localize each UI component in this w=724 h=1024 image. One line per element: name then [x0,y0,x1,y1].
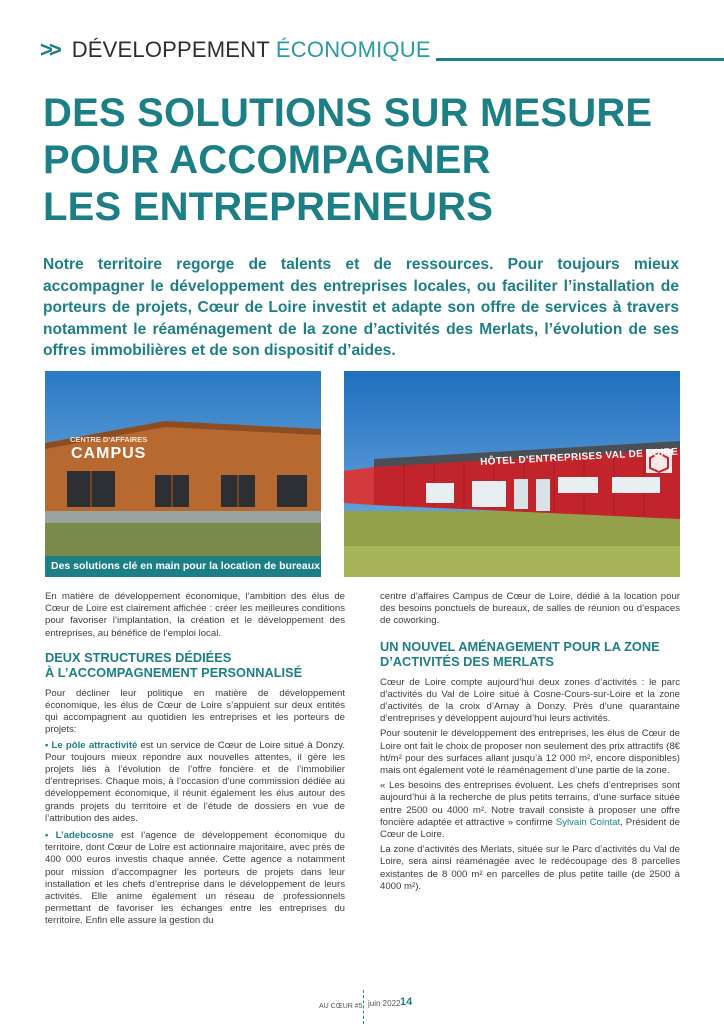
campus-sign-line1: CENTRE D'AFFAIRES [70,435,148,444]
paragraph: Pour soutenir le développement des entreprises, les élus de Cœur de Loire ont fait le choix de proposer non seulement des prix attractifs (8€ ht/m² pour des surfaces allant jusqu’à 12 000 m², encore disponibles) mais ont également voté le réaménagement d’une partie de la zone. [380,728,680,777]
intro-paragraph: En matière de développement économique, l’ambition des élus de Cœur de Loire est clairement affichée : créer les meilleures conditions pour favoriser l’implantation, la création et le développement des entreprises, au bénéfice de l’emploi local. [45,591,345,639]
lead-paragraph: Notre territoire regorge de talents et de ressources. Pour toujours mieux accompagner le développement des entreprises locales, ou faciliter l’installation de porteurs de projets, Cœur de Loire investit et adapte son offre de services à travers notamment le réaménagement de la zone d’activités des Merlats, l’évolution de ses offres immobilières et de son dispositif d’aides. [43,256,679,359]
quote-author: Sylvain Cointat [555,816,621,828]
bullet-text: est l’agence de développement économique du territoire, dont Cœur de Loire est actionnaire majoritaire, avec près de 400 000 euros investis chaque année. Cette agence a notamment pour mission d’accompagner les porteurs de projets dans leur installation et les chefs d’entreprise dans le développement de leurs activités. Elle anime également un réseau de professionnels permettant de favoriser les échanges entre les entreprises du territoire. Enfin elle assure la gestion du [45,830,346,927]
footer-separator [363,990,365,1024]
subheading-line: UN NOUVEL AMÉNAGEMENT POUR LA ZONE [380,638,660,654]
paragraph: centre d’affaires Campus de Cœur de Loire, dédié à la location pour des besoins ponctuels de bureaux, de salles de réunion ou d’espaces de coworking. [380,591,680,627]
subheading-line: À L’ACCOMPAGNEMENT PERSONNALISÉ [45,665,303,681]
right-column [380,591,680,896]
campus-building-image [45,371,321,577]
section-title-accent: ÉCONOMIQUE [275,37,431,62]
photo-campus [45,371,321,577]
section-header [40,36,431,64]
quote-text: « Les besoins des entreprises évoluent. Les chefs d’entreprises sont aujourd’hui à la recherche de plus petits terrains, d’une surface située entre 2500 ou 4000 m². Notre travail consiste à proposer une offre foncière adaptée et attractive » confirme [380,780,680,828]
bullet-text: est un service de Cœur de Loire situé à Donzy. Pour toujours mieux répondre aux nouvelles attentes, il gère les projets liés à l’évolution de l’offre foncière et de l’immobilier d’entreprises. Chaque mois, à l’occasion d’une commission dédiée au développement économique, il réunit également les élus autour des grands projets du territoire et de l’étude de dossiers en vue de l’attribution des aides. [45,739,345,824]
bullet-label: • Le pôle attractivité [45,739,138,751]
header-rule [436,58,724,61]
page-title [43,90,652,231]
quote-end: , Président de Cœur de Loire. [380,816,680,841]
campus-sign-line2: CAMPUS [71,445,147,462]
paragraph: La zone d’activités des Merlats, située sur le Parc d’activités du Val de Loire, sera ainsi réaménagée avec le redécoupage des 8 parcelles existantes de 8 000 m² en parcelles de plus petite taille (de 2500 à 4000 m²). [380,844,680,892]
footer-date: juin 2022 [368,999,401,1008]
photo-hotel-entreprises [344,371,680,577]
hotel-sign: HÔTEL D'ENTREPRISES VAL DE LOIRE [480,446,679,468]
hotel-building-image [344,371,680,577]
left-column [45,591,345,931]
footer-magazine: AU CŒUR #5 [319,1003,363,1010]
bullet-pole-attractivite [45,740,345,825]
title-line: DES SOLUTIONS SUR MESURE [43,91,653,135]
subheading-line: DEUX STRUCTURES DÉDIÉES [45,649,232,665]
bullet-label: • L’adebcosne [45,830,114,842]
page-number: 14 [400,996,413,1008]
paragraph: Pour décliner leur politique en matière de développement économique, les élus de Cœur de Loire s’appuient sur deux entités qui accompagnent au quotidien les entreprises et les porteurs de projets: [45,687,345,736]
subheading [45,650,345,681]
bullet-adebcosne [45,830,345,928]
subheading [380,639,680,670]
double-chevron-icon: >> [40,37,58,62]
paragraph: Cœur de Loire compte aujourd’hui deux zones d’activités : le parc d’activités du Val de Loire situé à Cosne-Cours-sur-Loire et la zone d’activités de la croix d’Arnay à Donzy. Près d’une quarantaine d’entreprises y développent aujourd’hui leurs activités. [380,676,680,725]
title-line: POUR ACCOMPAGNER [43,138,491,182]
section-title: DÉVELOPPEMENT [71,37,270,62]
quote-paragraph [380,780,680,841]
title-line: LES ENTREPRENEURS [43,185,494,229]
photo-caption: Des solutions clé en main pour la location de bureaux [45,556,321,577]
subheading-line: D’ACTIVITÉS DES MERLATS [380,654,554,670]
